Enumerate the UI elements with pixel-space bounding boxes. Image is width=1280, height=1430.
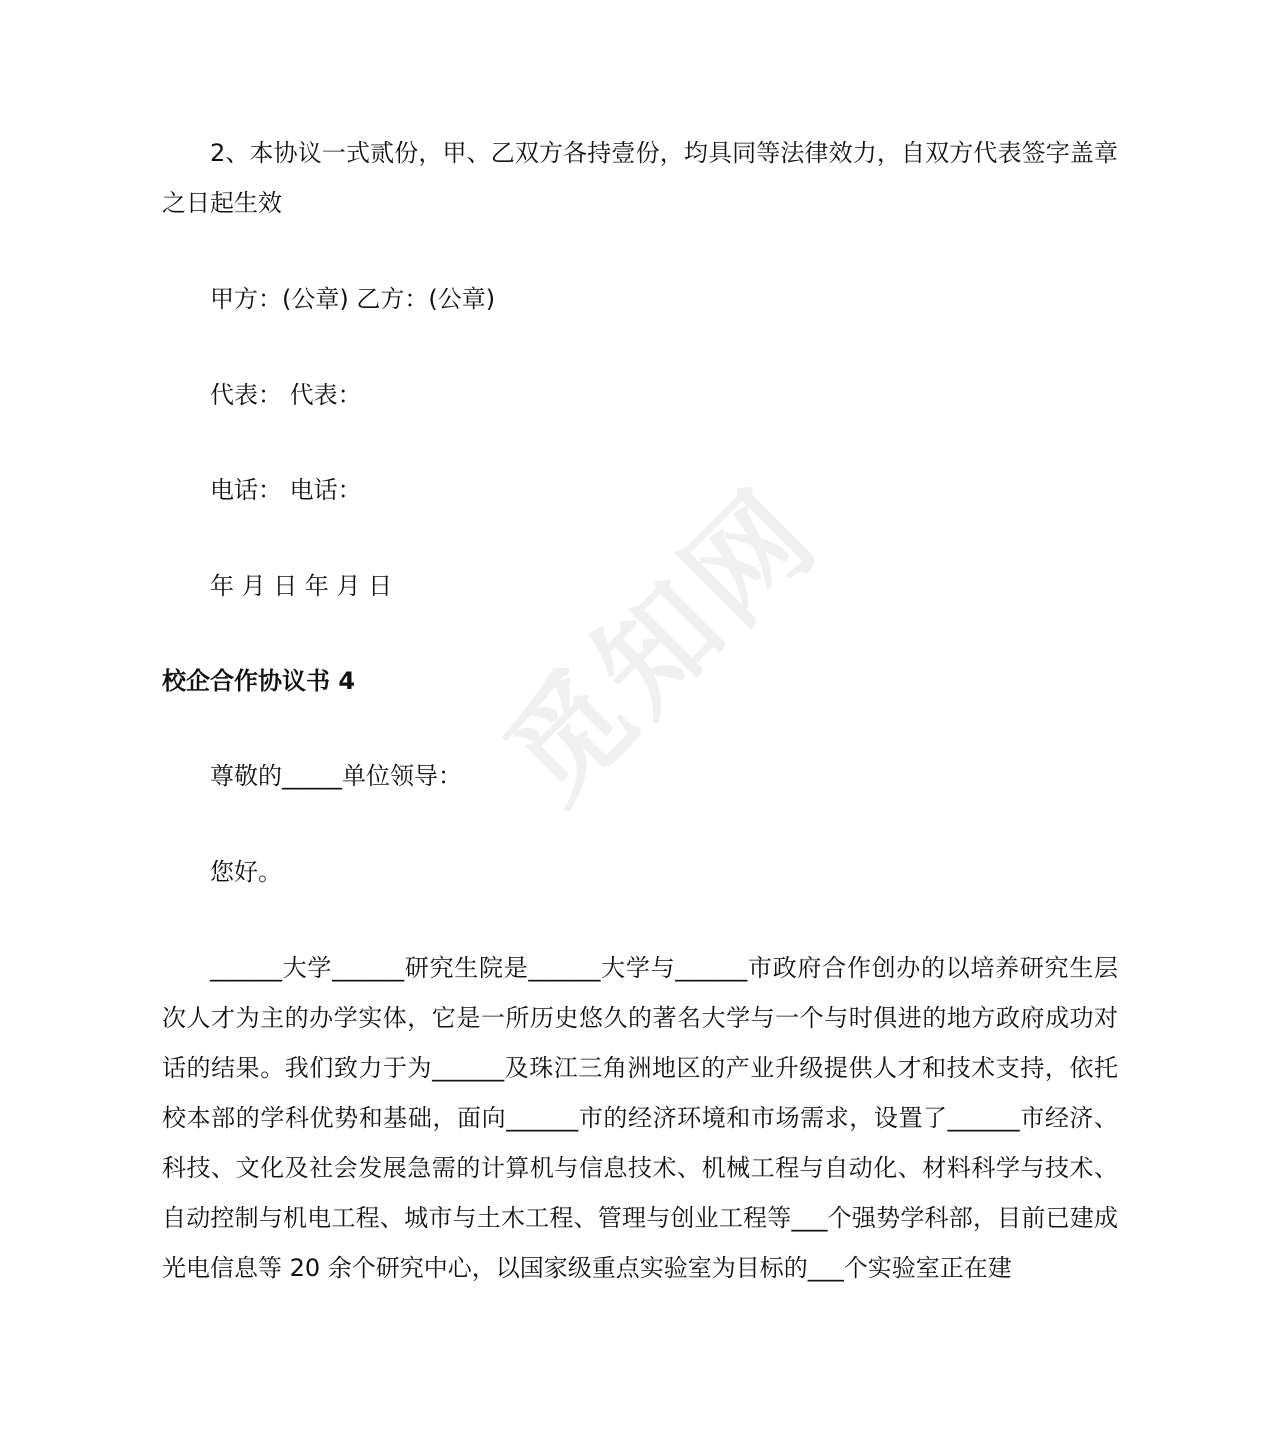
section-heading: 校企合作协议书 4 bbox=[162, 667, 356, 695]
dates-line: 年 月 日 年 月 日 bbox=[210, 572, 393, 600]
phones-line: 电话： 电话： bbox=[210, 476, 362, 504]
salutation-line: 尊敬的_____单位领导： bbox=[210, 762, 462, 790]
parties-seal-line: 甲方：(公章) 乙方：(公章) bbox=[210, 285, 496, 313]
clause-2-paragraph: 2、本协议一式贰份，甲、乙双方各持壹份，均具同等法律效力，自双方代表签字盖章之日起生效 bbox=[162, 139, 1118, 217]
document-content bbox=[162, 128, 1118, 1293]
greeting-line: 您好。 bbox=[210, 858, 282, 886]
watermark: 觅知网 bbox=[479, 462, 845, 828]
representatives-line: 代表： 代表： bbox=[210, 381, 362, 409]
body-paragraph: ______大学______研究生院是______大学与______市政府合作创办的以培养研究生层次人才为主的办学实体，它是一所历史悠久的著名大学与一个与时俱进的地方政府成功对话的结果。我们致力于为______及珠江三角洲地区的产业升级提供人才和技术支持，依托校本部的学科优势和基础，面向______市的经济环境和市场需求，设置了______市经济、科技、文化及社会发展急需的计算机与信息技术、机械工程与自动化、材料科学与技术、自动控制与机电工程、城市与土木工程、管理与创业工程等___个强势学科部，目前已建成光电信息等 20 余个研究中心，以国家级重点实验室为目标的___个实验室正在建 bbox=[162, 954, 1118, 1282]
